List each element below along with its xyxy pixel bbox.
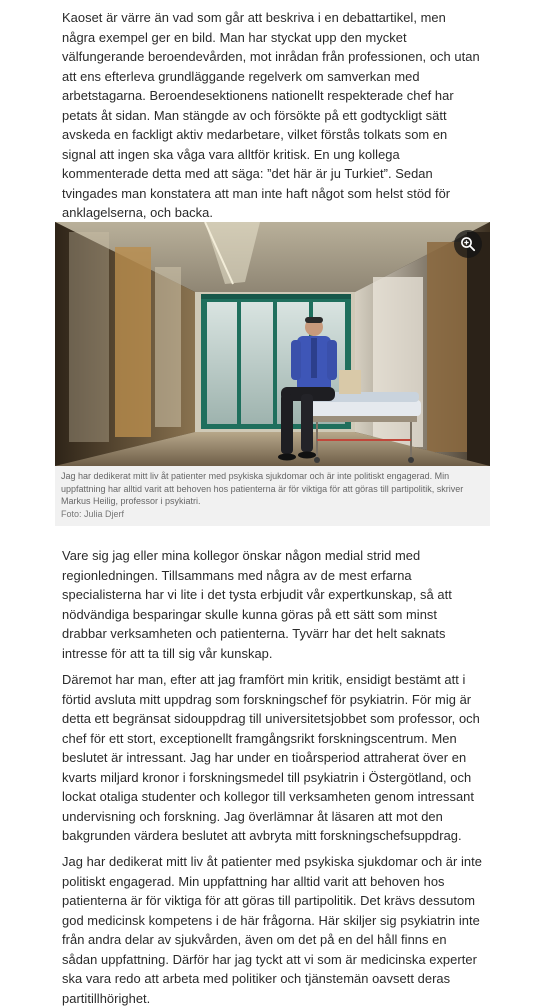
paragraph-1: Kaoset är värre än vad som går att beskriva i en debattartikel, men några exempel ger en bild. Man har styckat upp den mycket välfungerande beroendevården, mot inrådan från professionen, och utan att ens efterleva grundläggande regelverk om samverkan med arbetstagarna. Beroendesektionens nationellt respekterade chef har petats åt sidan. Man stängde av och försökte på ett godtyckligt sätt avskeda en fackligt aktiv medarbetare, vilket förstås tolkats som en signal att ingen ska våga vara alltför kritisk. En ung kollega kommenterade detta med att säga: ”det här är ju Turkiet”. Sedan tvingades man konstatera att man inte haft något som helst stöd för anklagelserna, och backa.	[62, 10, 480, 220]
figure-caption: Jag har dedikerat mitt liv åt patienter med psykiska sjukdomar och är inte politiskt engagerad. Min uppfattning har alltid varit att behoven hos patienterna är för viktiga för att göras till partipolitik, skriver Markus Heilig, professor i psykiatri.	[61, 471, 464, 507]
paragraph-3: Däremot har man, efter att jag framfört min kritik, ensidigt bestämt att i förtid avsluta mitt uppdrag som forskningschef för psykiatrin. För mig är detta ett begränsat sidouppdrag till universitetsjobbet som professor, och chef för ett stort, exceptionellt framgångsrikt forskningscentrum. Men beslutet är intressant. Jag har under en tioårsperiod attraherat över en kvarts miljard kronor i forskningsmedel till psykiatrin i Östergötland, och lockat otaliga studenter och kollegor till verksamheten genom intressant undervisning och forskning. Jag överlämnar åt läsaren att mot den bakgrunden värdera beslutet att avbryta mitt forskningschefsuppdrag.	[62, 672, 480, 843]
paragraph-4: Jag har dedikerat mitt liv åt patienter med psykiska sjukdomar och är inte politiskt engagerad. Min uppfattning har alltid varit att behoven hos patienterna är för viktiga för att göras till partipolitik. Det krävs dessutom god medicinsk kompetens i de här frågorna. Här skiljer sig psykiatrin inte från andra delar av sjukvården, även om det på en del håll finns en sådan uppfattning. Därför har jag tyckt att vi som är medicinska experter ska vara redo att arbeta med politiker och tjänstemän oavsett deras partitillhörighet.	[62, 854, 482, 1006]
article-figure	[55, 222, 490, 526]
zoom-in-icon	[460, 236, 476, 252]
zoom-button[interactable]	[454, 230, 482, 258]
photo-illustration	[55, 222, 490, 466]
paragraph-2: Vare sig jag eller mina kollegor önskar någon medial strid med regionledningen. Tillsammans med några av de mest erfarna specialisterna har vi lite i det tysta erbjudit vår expertkunskap, så att nödvändiga besparingar skulle kunna göras på ett sätt som minst drabbar verksamheten och patienterna. Tyvärr har det helt saknats intresse för att ta till sig vår kunskap.	[62, 548, 452, 661]
hospital-corridor-photo[interactable]	[55, 222, 490, 466]
photo-credit: Foto: Julia Djerf	[61, 508, 125, 519]
